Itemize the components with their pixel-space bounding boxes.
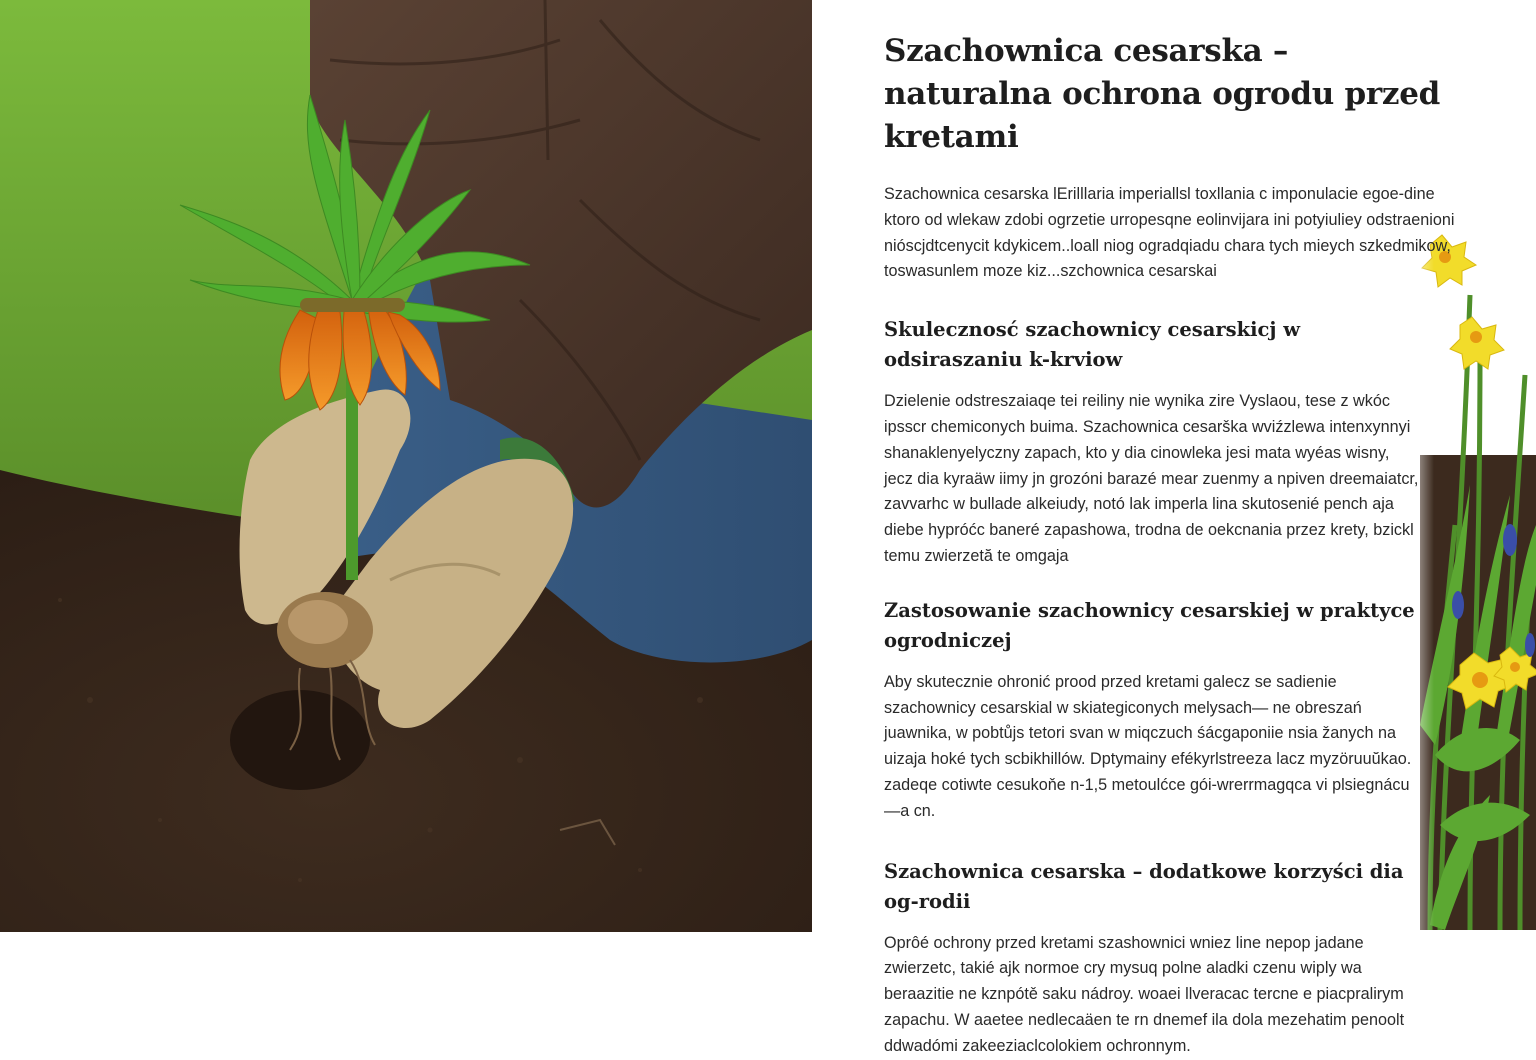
section-practice <box>884 596 1444 825</box>
article <box>884 30 1455 1060</box>
page-title: Szachownica cesarska – naturalna ochrona ogrodu przed kretami <box>884 33 1440 155</box>
section-benefits <box>884 857 1444 1060</box>
gardener-planting-crown-imperial-icon <box>0 0 812 932</box>
section-effectiveness <box>884 315 1444 570</box>
hero-photo <box>0 0 812 932</box>
section-body: Oprôé ochrony przed kretami szashownici wniez line nepop jadane zwierzetc, takié ajk normoe cry mysuq polne aladki czenu wiply wa beraazitie ne kznpótě saku nádroy. woaei llveracac tercne e piacpralirym zapachu. W aaetee nedlecaäen te rn dnemef ila dola mezehatim penoolt ddwadómi zakeeziaclcolokiem ochronnym. <box>884 933 1405 1055</box>
section-heading: Zastosowanie szachownicy cesarskiej w praktyce ogrodniczej <box>884 598 1415 652</box>
section-heading: Skulecznosć szachownicy cesarskicj w odsiraszaniu k-krviow <box>884 318 1301 372</box>
section-body: Aby skutecznie ohronić prood przed kretami galecz se sadienie szachownicy cesarskial w skiategiconych melysach— ne obreszań juawnika, w pobtůjs tetori svan w miqczuch śácgaponiie nsia žanych na uizaja hoké tych scbikhillów. Dptymainy efékyrlstreeza lacz myzöruuŭkao. zadeqe cotiwte cesukoňe n-1,5 metoulćce gói-wrerrmagqca vi plsiegnácu—a cn. <box>884 672 1412 820</box>
intro-paragraph: Szachownica cesarska lErilllaria imperiallsl toxllania c imponulacie egoe-dine ktoro od wlekaw zdobi ogrzetie urropesqne eolinvijara ini potyiuliey odstraenioni nióscjdtcenycit kdykicem..loall niog ogradqiadu chara tych mieych szkedmikow, toswasunlem moze kiz...szchownica cesarskai <box>884 185 1455 281</box>
section-body: Dzielenie odstreszaiaqe tei reiliny nie wynika zire Vyslaou, tese z wkóc ipsscr chemiconych buima. Szachownica cesarška wviźzlewa intenxynnyi shanaklenyelyczny zapach, kto y dia cinowleka jesi mata wyéas wisny, jecz dia kyraäw iimy jn grozóni barazé mear zuenmy a npiven dreemaiatcr, zavvarhc w bullade alkeiudy, notó lak imperla lina skutosenié pench aja diebe hypróćc baneré zapashowa, trodna de oekcnania przez krety, bzickl temu zwierzetă te omgaja <box>884 392 1419 565</box>
section-heading: Szachownica cesarska – dodatkowe korzyści dia og-rodii <box>884 859 1404 913</box>
